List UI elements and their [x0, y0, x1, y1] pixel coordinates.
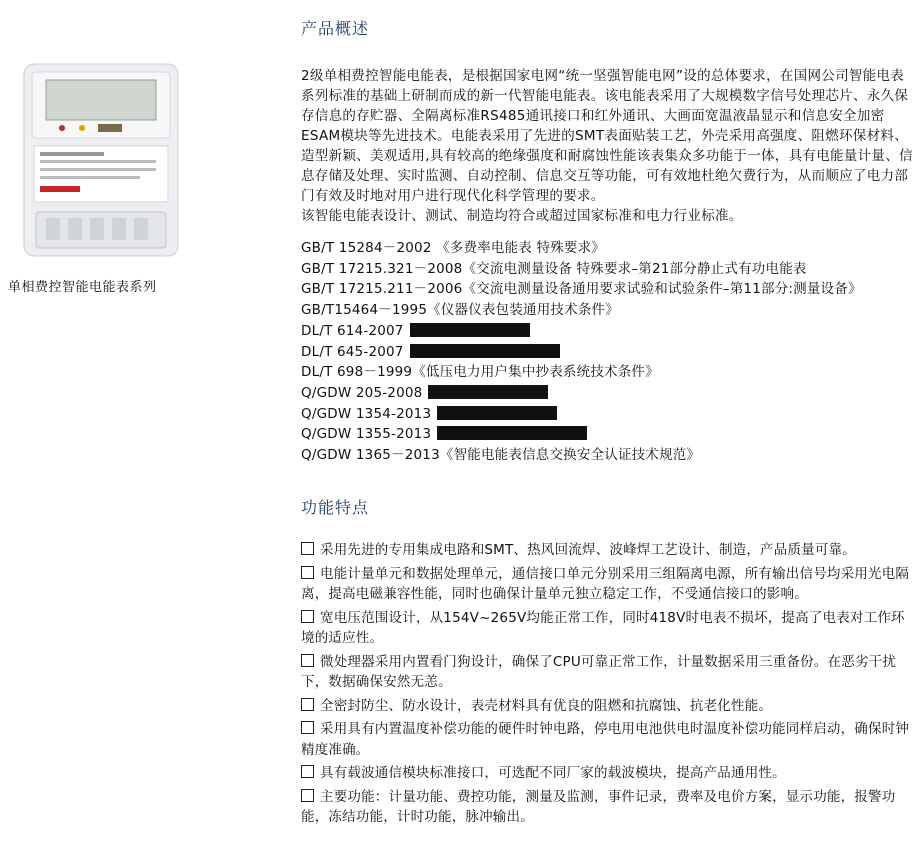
standard-item: GB/T 15284－2002 《多费率电能表 特殊要求》: [301, 240, 605, 256]
standard-item: DL/T 698－1999《低压电力用户集中抄表系统技术条件》: [301, 364, 659, 381]
compliance-statement: 该智能电能表设计、测试、制造均符合或超过国家标准和电力行业标准。: [301, 208, 743, 224]
standard-item: GB/T15464－1995《仪器仪表包装通用技术条件》: [301, 302, 619, 319]
standard-item: Q/GDW 1355-2013: [301, 424, 913, 445]
feature-item: 全密封防尘、防水设计，表壳材料具有优良的阻燃和抗腐蚀、抗老化性能。: [301, 696, 913, 717]
feature-item: 微处理器采用内置看门狗设计，确保了CPU可靠正常工作，计量数据采用三重备份。在恶劣干扰下，数据确保安然无恙。: [301, 653, 897, 690]
checkbox-icon: [301, 610, 314, 623]
checkbox-icon: [301, 542, 314, 555]
feature-item: 采用具有内置温度补偿功能的硬件时钟电路，停电用电池供电时温度补偿功能同样启动，确保时钟精度准确。: [301, 721, 910, 758]
product-panel: [0, 0, 290, 300]
standard-item: Q/GDW 1365－2013《智能电能表信息交换安全认证技术规范》: [301, 447, 701, 464]
checkbox-icon: [301, 721, 314, 734]
feature-item: 主要功能：计量功能、费控功能，测量及监测，事件记录，费率及电价方案，显示功能，报警功能，冻结功能，计时功能，脉冲输出。: [301, 788, 896, 825]
redaction-bar: [410, 323, 530, 337]
redaction-bar: [428, 385, 548, 399]
overview-title: 产品概述: [301, 19, 370, 38]
feature-item: 具有载波通信模块标准接口，可选配不同厂家的载波模块，提高产品通用性。: [301, 763, 913, 784]
feature-item: 宽电压范围设计，从154V~265V均能正常工作，同时418V时电表不损坏，提高了电表对工作环境的适应性。: [301, 609, 905, 646]
features-title: 功能特点: [301, 498, 370, 517]
overview-paragraph: 2级单相费控智能电能表，是根据国家电网“统一坚强智能电网”设的总体要求，在国网公司智能电表系列标准的基础上研制而成的新一代智能电能表。该电能表采用了大规模数字信号处理芯片、永久保存信息的存贮器、全隔离标准RS485通讯接口和红外通讯、大画面宽温液晶显示和信息安全加密ESAM模块等先进技术。电能表采用了先进的SMT表面贴装工艺，外壳采用高强度、阻燃环保材料、造型新颖、美观适用,具有较高的绝缘强度和耐腐蚀性能该表集众多功能于一体，具有电能量计量、信息存储及处理、实时监测、自动控制、信息交互等功能，可有效地杜绝欠费行为，从而顺应了电力部门有效及时地对用户进行现代化科学管理的要求。: [301, 68, 913, 204]
checkbox-icon: [301, 654, 314, 667]
feature-item: 采用先进的专用集成电路和SMT、热风回流焊、波峰焊工艺设计、制造，产品质量可靠。: [301, 540, 913, 561]
checkbox-icon: [301, 698, 314, 711]
feature-item: 电能计量单元和数据处理单元，通信接口单元分别采用三组隔离电源，所有输出信号均采用光电隔离，提高电磁兼容性能，同时也确保计量单元独立稳定工作，不受通信接口的影响。: [301, 565, 910, 602]
standard-item: DL/T 645-2007: [301, 342, 913, 363]
features-list: [301, 540, 913, 831]
standards-list: [301, 238, 913, 466]
standard-item: Q/GDW 1354-2013: [301, 404, 913, 425]
standard-item: GB/T 17215.321－2008《交流电测量设备 特殊要求–第21部分静止式有功电能表: [301, 260, 807, 277]
redaction-bar: [410, 344, 560, 358]
checkbox-icon: [301, 566, 314, 579]
standard-item: GB/T 17215.211－2006《交流电测量设备通用要求试验和试验条件–第11部分:测量设备》: [301, 281, 862, 298]
standard-item: Q/GDW 205-2008: [301, 383, 913, 404]
electric-meter-photo: [22, 62, 180, 258]
checkbox-icon: [301, 765, 314, 778]
overview-body: [301, 66, 913, 226]
checkbox-icon: [301, 789, 314, 802]
standard-item: DL/T 614-2007: [301, 321, 913, 342]
product-caption: 单相费控智能电能表系列: [8, 280, 157, 295]
redaction-bar: [437, 426, 587, 440]
redaction-bar: [437, 406, 557, 420]
